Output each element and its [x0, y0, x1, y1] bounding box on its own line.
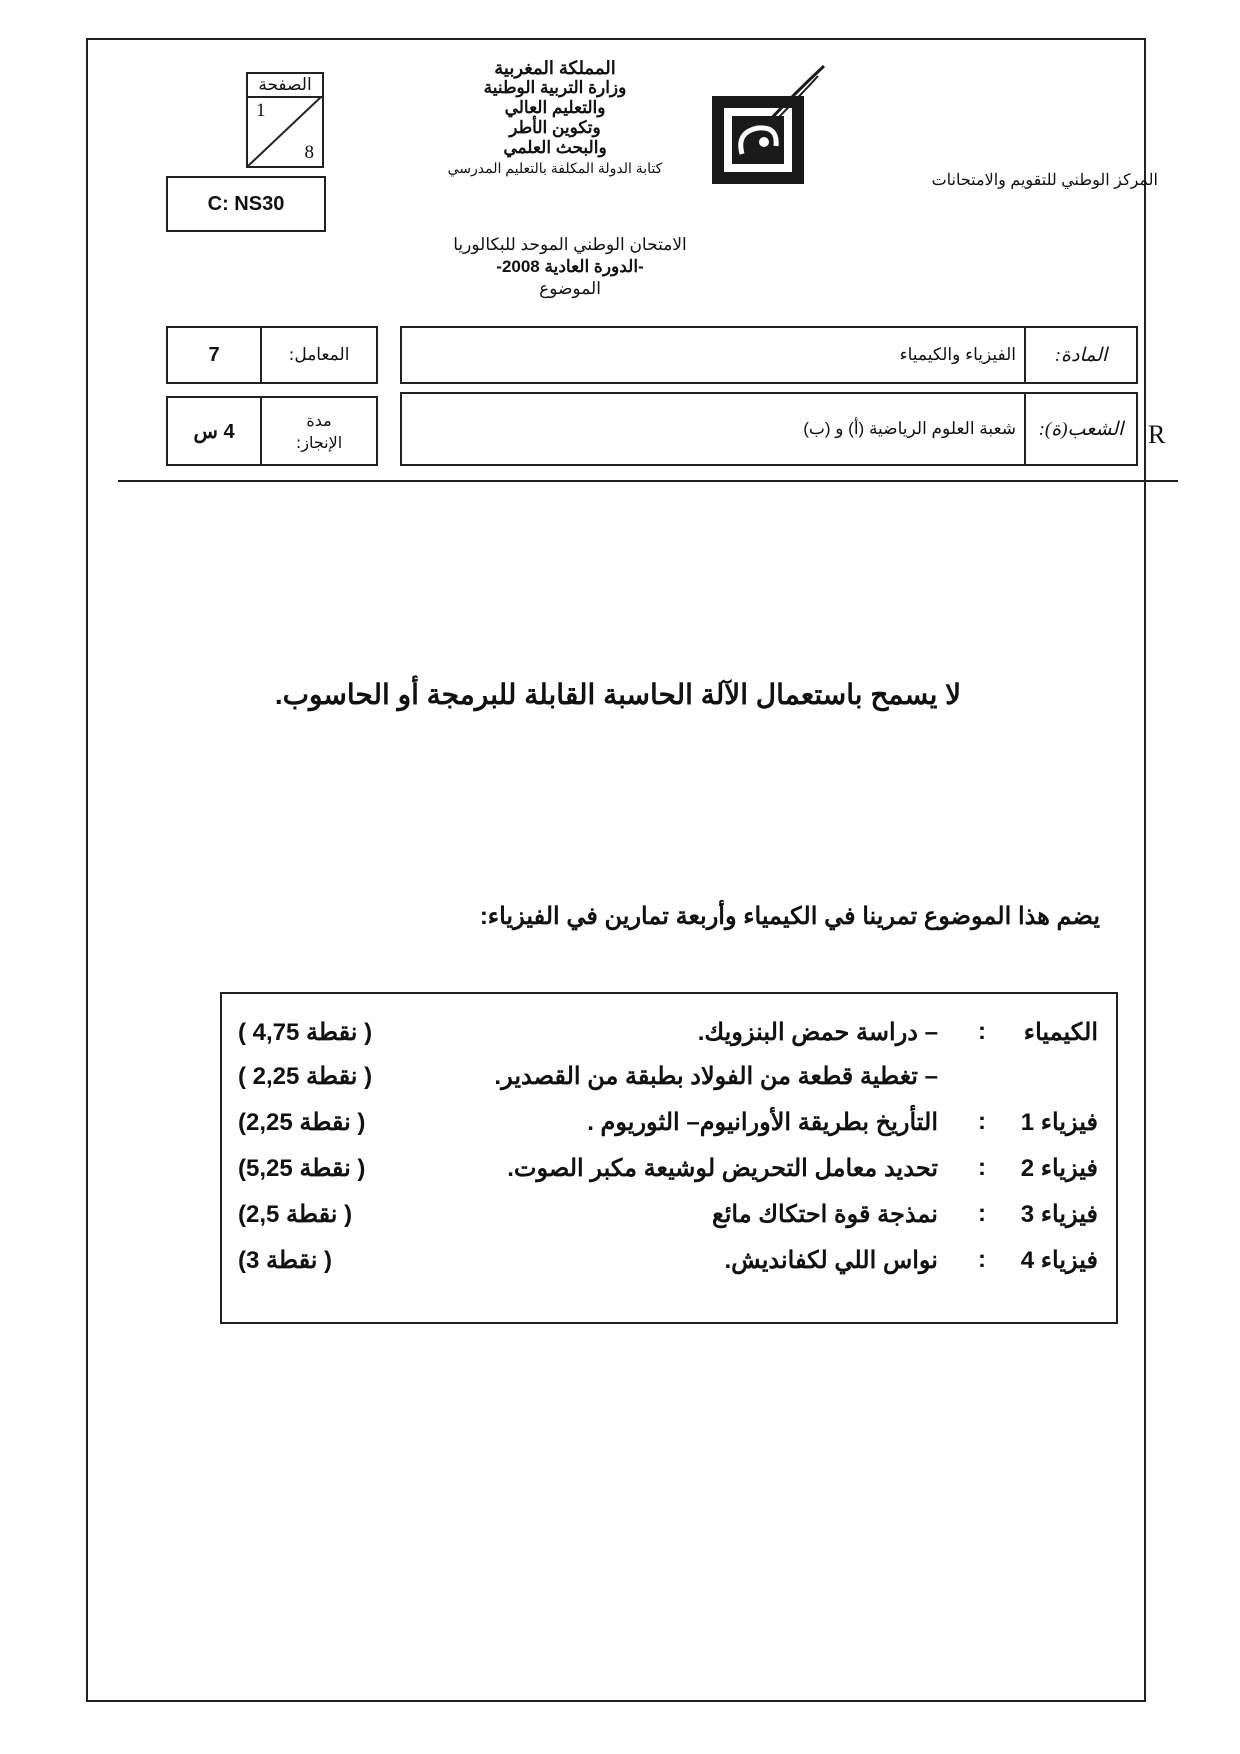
- ministry-line-3: وتكوين الأطر: [509, 118, 601, 137]
- exam-title: الامتحان الوطني الموحد للبكالوريا: [453, 235, 687, 254]
- row-colon: :: [978, 1246, 986, 1273]
- row-colon: :: [978, 1018, 986, 1045]
- row-topic: تحديد معامل التحريض لوشيعة مكبر الصوت.: [507, 1155, 938, 1182]
- exam-intro: يضم هذا الموضوع تمرينا في الكيمياء وأربعة تمارين في الفيزياء:: [479, 903, 1100, 930]
- contents-row: [238, 1200, 1098, 1244]
- row-section: فيزياء 2: [1020, 1155, 1098, 1182]
- row-points: (2,25 نقطة ): [238, 1109, 366, 1136]
- subject-row: [400, 326, 1138, 384]
- exam-session: -الدورة العادية 2008-: [496, 257, 644, 276]
- subject-label: المادة:: [1024, 328, 1136, 382]
- secretariat: كتابة الدولة المكلفة بالتعليم المدرسي: [447, 160, 663, 176]
- doc-type: الموضوع: [539, 279, 601, 298]
- row-topic: – تغطية قطعة من الفولاد بطبقة من القصدير.: [494, 1063, 938, 1090]
- row-section: فيزياء 1: [1020, 1109, 1098, 1136]
- branch-row: [400, 392, 1138, 466]
- duration-label-line-2: الإنجاز:: [295, 433, 343, 452]
- ministry-line-2: والتعليم العالي: [504, 98, 606, 117]
- ministry-line-4: والبحث العلمي: [503, 138, 607, 157]
- row-topic: نمذجة قوة احتكاك مائع: [711, 1201, 938, 1228]
- coefficient-label: المعامل:: [260, 326, 378, 384]
- coefficient-value: 7: [166, 326, 262, 384]
- contents-row: [238, 1062, 1098, 1106]
- center-logo: [706, 62, 834, 196]
- duration-label: [260, 396, 378, 466]
- row-points: (5,25 نقطة ): [238, 1155, 366, 1182]
- calculator-notice: لا يسمح باستعمال الآلة الحاسبة القابلة للبرمجة أو الحاسوب.: [274, 679, 962, 710]
- page-label: الصفحة: [248, 74, 322, 98]
- contents-row: [238, 1018, 1098, 1062]
- ministry-header: [396, 58, 714, 178]
- exam-code: C: NS30: [166, 176, 326, 232]
- page-total: 8: [304, 142, 314, 163]
- exam-info: [420, 234, 720, 300]
- contents-row: [238, 1108, 1098, 1152]
- duration-value: 4 س: [166, 396, 262, 466]
- row-colon: :: [978, 1154, 986, 1181]
- row-colon: :: [978, 1200, 986, 1227]
- row-section: الكيمياء: [1023, 1019, 1098, 1046]
- margin-mark: R: [1148, 420, 1166, 449]
- page-current: 1: [256, 100, 266, 121]
- row-topic: التأريخ بطريقة الأورانيوم– الثوريوم .: [587, 1109, 938, 1136]
- branch-label: الشعب(ة):: [1024, 394, 1136, 464]
- row-topic: – دراسة حمض البنزويك.: [697, 1019, 938, 1046]
- subject-value: الفيزياء والكيمياء: [899, 345, 1016, 364]
- center-name: المركز الوطني للتقويم والامتحانات: [931, 172, 1158, 189]
- page-indicator: [246, 72, 324, 168]
- branch-value: شعبة العلوم الرياضية (أ) و (ب): [803, 419, 1016, 438]
- row-points: ( 2,25 نقطة ): [238, 1063, 373, 1090]
- row-points: (2,5 نقطة ): [238, 1201, 353, 1228]
- row-section: فيزياء 4: [1020, 1247, 1098, 1274]
- kingdom-name: المملكة المغربية: [494, 58, 616, 78]
- row-points: ( 4,75 نقطة ): [238, 1019, 373, 1046]
- row-points: (3 نقطة ): [238, 1247, 333, 1274]
- contents-row: [238, 1246, 1098, 1290]
- contents-table: [220, 992, 1118, 1324]
- ministry-line-1: وزارة التربية الوطنية: [483, 78, 627, 97]
- contents-row: [238, 1154, 1098, 1198]
- row-section: فيزياء 3: [1020, 1201, 1098, 1228]
- row-colon: :: [978, 1108, 986, 1135]
- row-topic: نواس اللي لكفانديش.: [724, 1247, 938, 1274]
- duration-label-line-1: مدة: [306, 411, 332, 430]
- header-divider: [118, 480, 1178, 482]
